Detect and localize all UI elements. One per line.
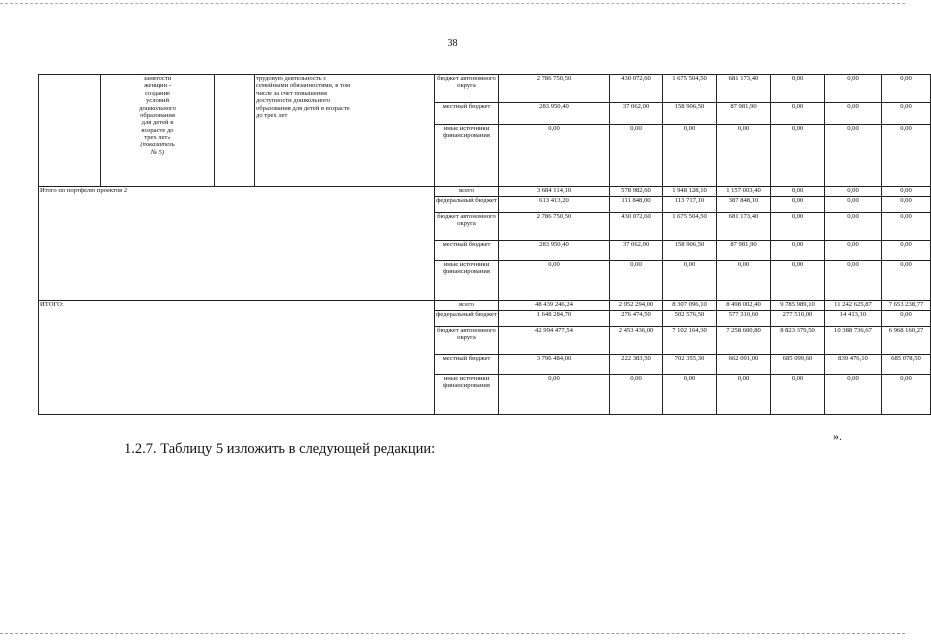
funding-source: иные источники финансирования [435, 125, 499, 187]
portfolio-total-source: всего [435, 187, 499, 197]
grand-total-source: федеральный бюджет [435, 311, 499, 327]
portfolio-total-source: федеральный бюджет [435, 197, 499, 213]
portfolio-total-value: 0,00 [882, 213, 931, 241]
portfolio-total-value: 430 072,60 [610, 213, 663, 241]
portfolio-total-value: 387 848,10 [717, 197, 771, 213]
blank-cell [39, 75, 101, 187]
task-line: образования [140, 111, 175, 119]
task-cell [101, 75, 215, 187]
grand-total-value: 8 307 096,10 [663, 301, 717, 311]
task-line: женщин - [144, 82, 171, 90]
funding-value: 0,00 [882, 75, 931, 103]
grand-total-value: 7 102 164,30 [663, 327, 717, 355]
description-line: доступности дошкольного [256, 97, 331, 105]
grand-total-value: 276 474,50 [610, 311, 663, 327]
funding-value: 0,00 [771, 103, 825, 125]
portfolio-total-value: 111 848,00 [610, 197, 663, 213]
grand-total-value: 11 242 625,87 [825, 301, 882, 311]
funding-value: 0,00 [882, 125, 931, 187]
portfolio-total-value: 1 948 128,10 [663, 187, 717, 197]
funding-value: 1 675 504,50 [663, 75, 717, 103]
grand-total-value: 0,00 [825, 375, 882, 415]
grand-total-value: 7 258 600,80 [717, 327, 771, 355]
portfolio-total-value: 0,00 [771, 213, 825, 241]
table-body [39, 75, 931, 415]
portfolio-total-value: 681 173,40 [717, 213, 771, 241]
task-line: занятости [143, 75, 172, 82]
description-line: трудовую деятельность с [256, 75, 327, 82]
funding-value: 0,00 [717, 125, 771, 187]
grand-total-source: бюджет автономного округа [435, 327, 499, 355]
grand-total-value: 0,00 [499, 375, 610, 415]
grand-total-value: 0,00 [717, 375, 771, 415]
portfolio-total-value: 0,00 [771, 261, 825, 301]
grand-total-value: 222 383,50 [610, 355, 663, 375]
funding-value: 0,00 [825, 103, 882, 125]
portfolio-total-value: 613 413,20 [499, 197, 610, 213]
grand-total-value: 839 476,10 [825, 355, 882, 375]
portfolio-total-source: местный бюджет [435, 241, 499, 261]
grand-total-label: ИТОГО: [39, 301, 435, 415]
portfolio-total-value: 1 675 504,50 [663, 213, 717, 241]
grand-total-value: 9 785 989,10 [771, 301, 825, 311]
funding-value: 37 062,00 [610, 103, 663, 125]
funding-value: 87 981,90 [717, 103, 771, 125]
funding-source: бюджет автономного округа [435, 75, 499, 103]
description-line: семейными обязанностями, в том [256, 82, 351, 90]
amendment-instruction: 1.2.7. Таблицу 5 изложить в следующей редакции: [124, 441, 436, 457]
table-row [39, 75, 931, 103]
funding-value: 283 950,40 [499, 103, 610, 125]
grand-total-value: 277 510,00 [771, 311, 825, 327]
grand-total-value: 8 823 379,50 [771, 327, 825, 355]
portfolio-total-value: 0,00 [882, 261, 931, 301]
funding-value: 0,00 [663, 125, 717, 187]
portfolio-total-value: 0,00 [771, 241, 825, 261]
grand-total-row [39, 301, 931, 311]
task-line: трех лет» [144, 134, 171, 141]
scan-bottom-edge [0, 633, 905, 634]
task-line: возрасте до [141, 126, 174, 134]
task-line: создание [145, 89, 170, 97]
closing-quote: ». [833, 429, 842, 443]
grand-total-value: 685 099,60 [771, 355, 825, 375]
portfolio-total-label: Итого по портфелю проектов 2 [39, 187, 435, 301]
funding-value: 0,00 [882, 103, 931, 125]
budget-table [38, 74, 931, 415]
portfolio-total-value: 0,00 [825, 197, 882, 213]
portfolio-total-value: 0,00 [882, 187, 931, 197]
portfolio-total-value: 158 906,50 [663, 241, 717, 261]
portfolio-total-source: бюджет автономного округа [435, 213, 499, 241]
grand-total-value: 0,00 [771, 375, 825, 415]
funding-value: 0,00 [771, 75, 825, 103]
task-note-line: № 5) [150, 148, 165, 156]
description-line: числе за счет повышения [256, 89, 327, 97]
task-line: для детей в [141, 119, 174, 127]
grand-total-value: 2 952 294,00 [610, 301, 663, 311]
funding-value: 158 906,50 [663, 103, 717, 125]
task-line: дошкольного [139, 104, 176, 112]
grand-total-value: 702 355,30 [663, 355, 717, 375]
grand-total-value: 1 648 284,70 [499, 311, 610, 327]
grand-total-value: 42 994 477,54 [499, 327, 610, 355]
funding-value: 0,00 [825, 75, 882, 103]
task-note-line: (показатель [140, 141, 175, 149]
grand-total-value: 10 388 736,67 [825, 327, 882, 355]
portfolio-total-value: 0,00 [882, 197, 931, 213]
grand-total-value: 48 439 246,24 [499, 301, 610, 311]
portfolio-total-value: 0,00 [825, 213, 882, 241]
portfolio-total-value: 1 157 003,40 [717, 187, 771, 197]
grand-total-source: местный бюджет [435, 355, 499, 375]
grand-total-value: 14 413,10 [825, 311, 882, 327]
portfolio-total-value: 0,00 [882, 241, 931, 261]
funding-value: 0,00 [771, 125, 825, 187]
grand-total-value: 2 453 436,00 [610, 327, 663, 355]
funding-source: местный бюджет [435, 103, 499, 125]
page-number: 38 [447, 38, 458, 49]
task-line: условий [146, 97, 169, 105]
portfolio-total-value: 0,00 [663, 261, 717, 301]
portfolio-total-value: 0,00 [825, 187, 882, 197]
grand-total-source: иные источники финансирования [435, 375, 499, 415]
grand-total-value: 0,00 [663, 375, 717, 415]
portfolio-total-value: 113 717,10 [663, 197, 717, 213]
blank-cell [215, 75, 255, 187]
portfolio-total-value: 2 786 750,50 [499, 213, 610, 241]
grand-total-value: 662 091,00 [717, 355, 771, 375]
scan-top-edge [0, 3, 905, 4]
grand-total-value: 577 310,60 [717, 311, 771, 327]
portfolio-total-row [39, 187, 931, 197]
portfolio-total-value: 0,00 [610, 261, 663, 301]
grand-total-value: 0,00 [882, 311, 931, 327]
grand-total-value: 0,00 [610, 375, 663, 415]
grand-total-value: 502 576,50 [663, 311, 717, 327]
funding-value: 0,00 [610, 125, 663, 187]
funding-value: 2 786 750,50 [499, 75, 610, 103]
portfolio-total-value: 37 062,00 [610, 241, 663, 261]
portfolio-total-value: 0,00 [771, 187, 825, 197]
grand-total-value: 7 653 238,77 [882, 301, 931, 311]
grand-total-value: 3 796 484,00 [499, 355, 610, 375]
description-line: образования для детей в возрасте [256, 104, 350, 112]
funding-value: 0,00 [825, 125, 882, 187]
portfolio-total-value: 578 982,60 [610, 187, 663, 197]
description-line: до трех лет [256, 111, 288, 119]
portfolio-total-source: иные источники финансирования [435, 261, 499, 301]
grand-total-value: 6 968 160,27 [882, 327, 931, 355]
portfolio-total-value: 0,00 [825, 261, 882, 301]
portfolio-total-value: 0,00 [717, 261, 771, 301]
funding-value: 0,00 [499, 125, 610, 187]
grand-total-value: 0,00 [882, 375, 931, 415]
portfolio-total-value: 87 981,90 [717, 241, 771, 261]
funding-value: 681 173,40 [717, 75, 771, 103]
grand-total-source: всего [435, 301, 499, 311]
portfolio-total-value: 0,00 [771, 197, 825, 213]
portfolio-total-value: 0,00 [825, 241, 882, 261]
grand-total-value: 8 498 002,40 [717, 301, 771, 311]
portfolio-total-value: 0,00 [499, 261, 610, 301]
funding-value: 430 072,60 [610, 75, 663, 103]
portfolio-total-value: 3 684 114,10 [499, 187, 610, 197]
description-cell [255, 75, 435, 187]
portfolio-total-value: 283 950,40 [499, 241, 610, 261]
grand-total-value: 685 078,50 [882, 355, 931, 375]
